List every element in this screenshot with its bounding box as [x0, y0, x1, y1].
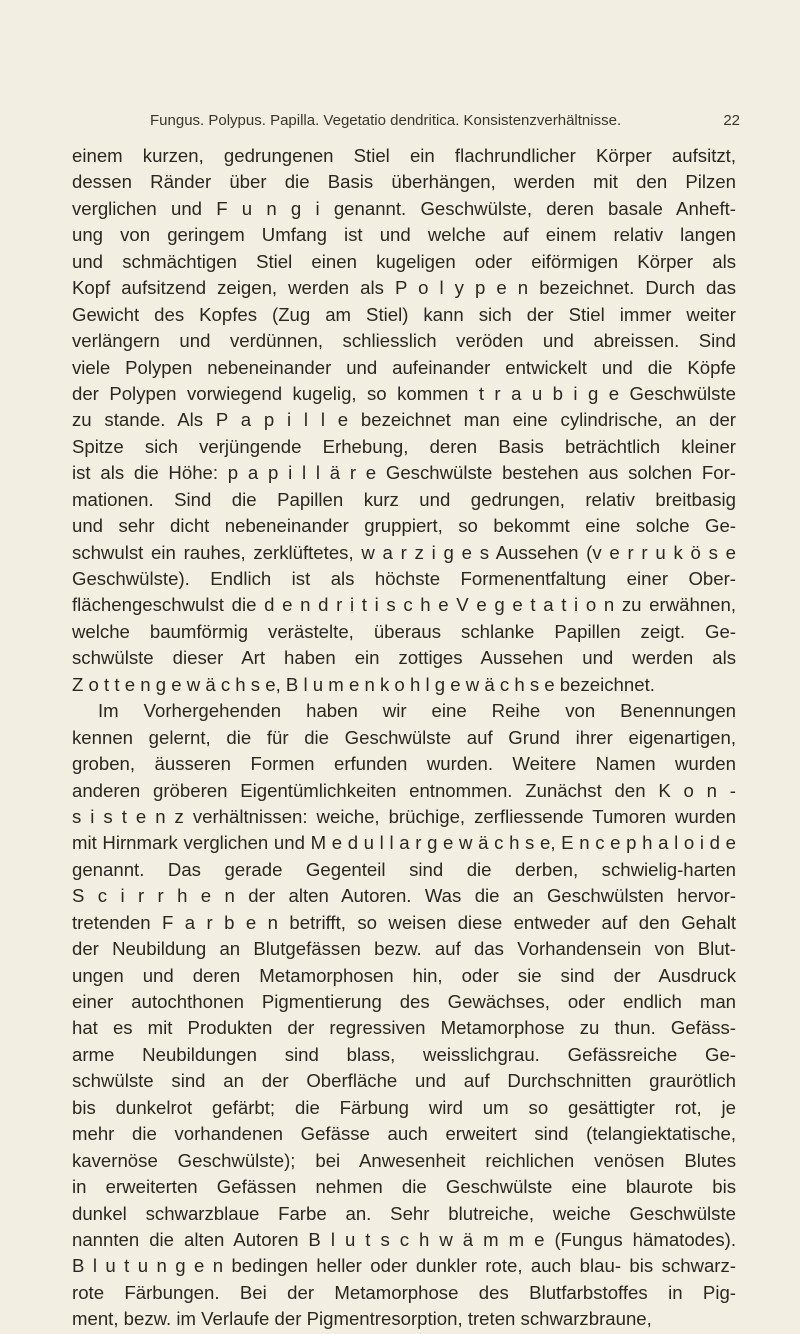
text-line: schwülste dieser Art haben ein zottiges Aussehen und werden als	[72, 647, 736, 669]
text-line: arme Neubildungen sind blass, weisslichgrau. Gefässreiche Ge-	[72, 1043, 736, 1065]
text-line: einem kurzen, gedrungenen Stiel ein flachrundlicher Körper aufsitzt,	[72, 145, 736, 166]
text-line: Z o t t e n g e w ä c h s e, B l u m e n k o h l g e w ä c h s e bezeichnet.	[72, 673, 655, 695]
text-line: verlängern und verdünnen, schliesslich veröden und abreissen. Sind	[72, 330, 736, 352]
text-line: mehr die vorhandenen Gefässe auch erweitert sind (telangiektatische,	[72, 1123, 736, 1145]
running-head	[150, 111, 740, 131]
text-line: kennen gelernt, die für die Geschwülste auf Grund ihrer eigenartigen,	[72, 726, 736, 748]
text-line: s i s t e n z verhältnissen: weiche, brüchige, zerfliessende Tumoren wurden	[72, 805, 736, 827]
text-line: Spitze sich verjüngende Erhebung, deren Basis beträchtlich kleiner	[72, 435, 736, 457]
paragraph	[72, 143, 736, 698]
text-line: der Neubildung an Blutgefässen bezw. auf das Vorhandensein von Blut-	[72, 938, 736, 960]
text-line: S c i r r h e n der alten Autoren. Was die an Geschwülsten hervor-	[72, 885, 736, 907]
text-line: ment, bezw. im Verlaufe der Pigmentresorption, treten schwarzbraune,	[72, 1308, 652, 1330]
text-line: viele Polypen nebeneinander und aufeinander entwickelt und die Köpfe	[72, 356, 736, 378]
text-line: ist als die Höhe: p a p i l l ä r e Geschwülste bestehen aus solchen For-	[72, 462, 736, 484]
text-line: schwülste sind an der Oberfläche und auf Durchschnitten graurötlich	[72, 1070, 736, 1092]
text-line: mit Hirnmark verglichen und M e d u l l a r g e w ä c h s e, E n c e p h a l o i d e	[72, 832, 736, 854]
text-line: hat es mit Produkten der regressiven Metamorphose zu thun. Gefäss-	[72, 1017, 736, 1039]
running-head-title: Fungus. Polypus. Papilla. Vegetatio dendritica. Konsistenzverhältnisse.	[150, 112, 622, 129]
text-line: genannt. Das gerade Gegenteil sind die derben, schwielig-harten	[72, 858, 736, 880]
text-line: groben, äusseren Formen erfunden wurden. Weitere Namen wurden	[72, 753, 736, 775]
text-line: kavernöse Geschwülste); bei Anwesenheit reichlichen venösen Blutes	[72, 1149, 736, 1171]
text-line: B l u t u n g e n bedingen heller oder dunkler rote, auch blau- bis schwarz-	[72, 1255, 736, 1277]
text-line: und schmächtigen Stiel einen kugeligen oder eiförmigen Körper als	[72, 250, 736, 272]
text-line: rote Färbungen. Bei der Metamorphose des Blutfarbstoffes in Pig-	[72, 1281, 736, 1303]
page-number: 22	[723, 112, 740, 129]
text-line: verglichen und F u n g i genannt. Geschwülste, deren basale Anheft-	[72, 197, 736, 219]
text-line: nannten die alten Autoren B l u t s c h w ä m m e (Fungus hämatodes).	[72, 1228, 736, 1250]
text-line: Kopf aufsitzend zeigen, werden als P o l y p e n bezeichnet. Durch das	[72, 277, 736, 299]
text-line: ungen und deren Metamorphosen hin, oder sie sind der Ausdruck	[72, 964, 736, 986]
body-text	[72, 143, 736, 1333]
text-line: einer autochthonen Pigmentierung des Gewächses, oder endlich man	[72, 991, 736, 1012]
text-line: Gewicht des Kopfes (Zug am Stiel) kann sich der Stiel immer weiter	[72, 303, 736, 325]
text-line: tretenden F a r b e n betrifft, so weisen diese entweder auf den Gehalt	[72, 911, 736, 933]
text-line: ung von geringem Umfang ist und welche auf einem relativ langen	[72, 224, 736, 246]
text-line: der Polypen vorwiegend kugelig, so kommen t r a u b i g e Geschwülste	[72, 382, 736, 404]
text-line: schwulst ein rauhes, zerklüftetes, w a r z i g e s Aussehen (v e r r u k ö s e	[72, 541, 736, 563]
text-line: und sehr dicht nebeneinander gruppiert, so bekommt eine solche Ge-	[72, 515, 736, 537]
text-line: flächengeschwulst die d e n d r i t i s c h e V e g e t a t i o n zu erwähnen,	[72, 594, 736, 616]
text-line: in erweiterten Gefässen nehmen die Geschwülste eine blaurote bis	[72, 1176, 736, 1198]
text-line: Im Vorhergehenden haben wir eine Reihe von Benennungen	[98, 700, 736, 722]
text-line: welche baumförmig verästelte, überaus schlanke Papillen zeigt. Ge-	[72, 620, 736, 642]
text-line: Geschwülste). Endlich ist als höchste Formenentfaltung einer Ober-	[72, 568, 736, 589]
text-line: anderen gröberen Eigentümlichkeiten entnommen. Zunächst den K o n -	[72, 779, 736, 801]
text-line: zu stande. Als P a p i l l e bezeichnet man eine cylindrische, an der	[72, 409, 736, 431]
text-line: bis dunkelrot gefärbt; die Färbung wird um so gesättigter rot, je	[72, 1096, 736, 1118]
text-line: dessen Ränder über die Basis überhängen, werden mit den Pilzen	[72, 171, 736, 193]
text-line: mationen. Sind die Papillen kurz und gedrungen, relativ breitbasig	[72, 488, 736, 510]
paragraph	[72, 698, 736, 1333]
text-line: dunkel schwarzblaue Farbe an. Sehr blutreiche, weiche Geschwülste	[72, 1202, 736, 1224]
